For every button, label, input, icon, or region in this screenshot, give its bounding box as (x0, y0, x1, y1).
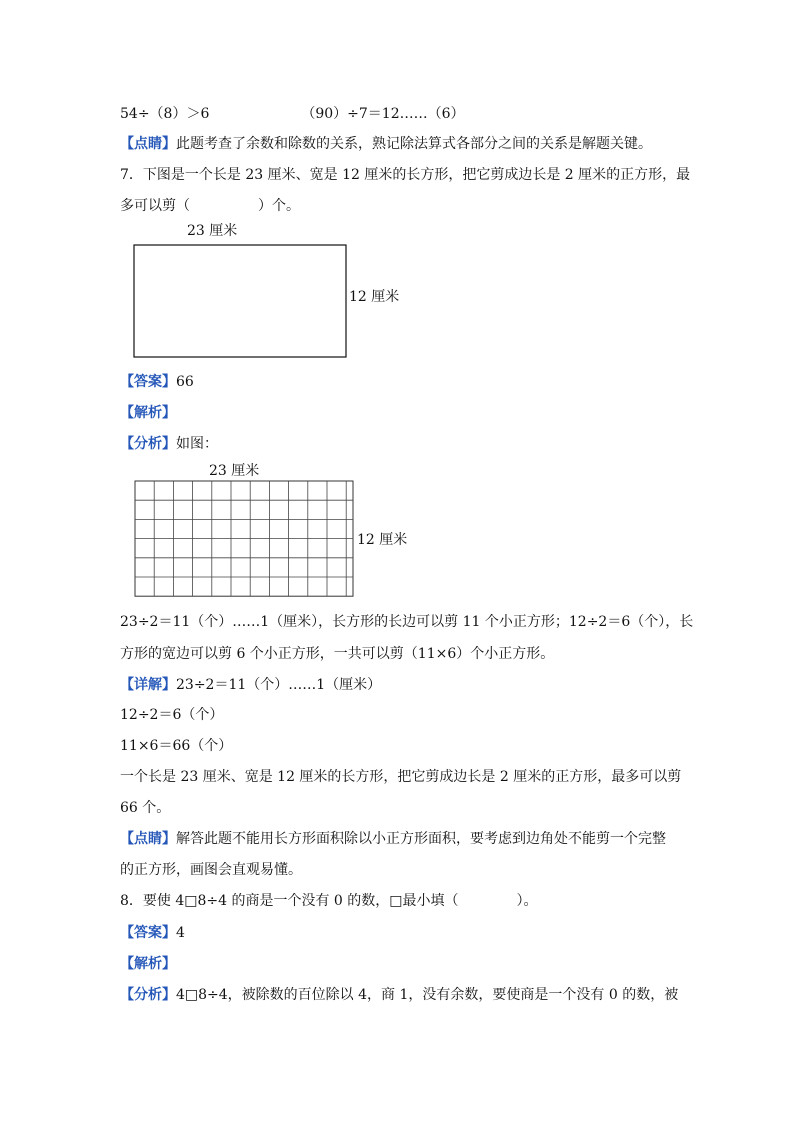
prev-answer-right: （90）÷7＝12……（6） (301, 106, 465, 122)
rectangle-outline (134, 245, 346, 357)
prev-answer-line (120, 104, 465, 124)
answer-tag: 【答案】 (120, 374, 176, 390)
q7-text-line2-start: 多可以剪（ (120, 198, 190, 214)
q8-fenxi-text: 4□8÷4，被除数的百位除以 4，商 1，没有余数，要使商是一个没有 0 的数，被 (176, 987, 679, 1003)
answer-tag-2: 【答案】 (120, 925, 176, 941)
jiexi-tag-2: 【解析】 (120, 956, 176, 972)
rect-length-label: 23 厘米 (187, 223, 238, 239)
fenxi-tag-2: 【分析】 (120, 987, 176, 1003)
fenxi-tag: 【分析】 (120, 436, 176, 452)
q8-answer-value: 4 (176, 925, 185, 941)
q7-detail-line3: 11×6＝66（个） (120, 738, 233, 754)
rectangle-figure (133, 244, 349, 360)
q7-analysis-line1: 23÷2＝11（个）……1（厘米），长方形的长边可以剪 11 个小正方形；12÷2＝6（个），长 (120, 614, 694, 630)
dianjing-tag-2: 【点睛】 (120, 831, 176, 847)
q8-fenxi (120, 985, 678, 1005)
q7-dianjing-line2: 的正方形，画图会直观易懂。 (120, 862, 302, 878)
q8-answer (120, 923, 185, 943)
q7-answer (120, 372, 194, 392)
q7-detail-line1-text: 23÷2＝11（个）……1（厘米） (176, 677, 382, 693)
dianjing-1-text: 此题考查了余数和除数的关系，熟记除法算式各部分之间的关系是解题关键。 (176, 136, 652, 152)
dianjing-1 (120, 134, 652, 154)
q7-conclusion-line1: 一个长是 23 厘米、宽是 12 厘米的长方形，把它剪成边长是 2 厘米的正方形，最多可以剪 (120, 769, 682, 785)
q7-detail-line2: 12÷2＝6（个） (120, 707, 224, 723)
q7-analysis-line2: 方形的宽边可以剪 6 个小正方形，一共可以剪（11×6）个小正方形。 (120, 646, 555, 662)
jiexi-tag: 【解析】 (120, 405, 176, 421)
q7-dianjing-line1 (120, 829, 666, 849)
q8-text-end: ）。 (516, 893, 538, 909)
q7-fenxi-text: 如图： (176, 436, 218, 452)
q7-text-line2-end: ）个。 (258, 198, 300, 214)
q7-detail-line1 (120, 675, 381, 695)
q7-text-line2 (120, 196, 300, 216)
q7-jiexi (120, 403, 176, 423)
dianjing-tag: 【点睛】 (120, 136, 176, 152)
q8-text-line1 (120, 891, 538, 911)
xiangjie-tag: 【详解】 (120, 677, 176, 693)
q7-text-line1: 7．下图是一个长是 23 厘米、宽是 12 厘米的长方形，把它剪成边长是 2 厘米的正方形，最 (120, 167, 691, 183)
grid-width-label: 12 厘米 (357, 532, 408, 548)
q7-dianjing-line1-text: 解答此题不能用长方形面积除以小正方形面积，要考虑到边角处不能剪一个完整 (176, 831, 666, 847)
q7-answer-value: 66 (176, 374, 194, 390)
q7-conclusion-line2: 66 个。 (120, 800, 171, 816)
q8-text-start: 8．要使 4□8÷4 的商是一个没有 0 的数，□最小填（ (120, 893, 459, 909)
grid-length-label: 23 厘米 (209, 463, 260, 479)
prev-answer-left: 54÷（8）＞6 (120, 106, 210, 122)
q8-jiexi (120, 954, 176, 974)
rect-width-label: 12 厘米 (349, 289, 400, 305)
grid-figure (134, 480, 356, 600)
q7-fenxi (120, 434, 218, 454)
